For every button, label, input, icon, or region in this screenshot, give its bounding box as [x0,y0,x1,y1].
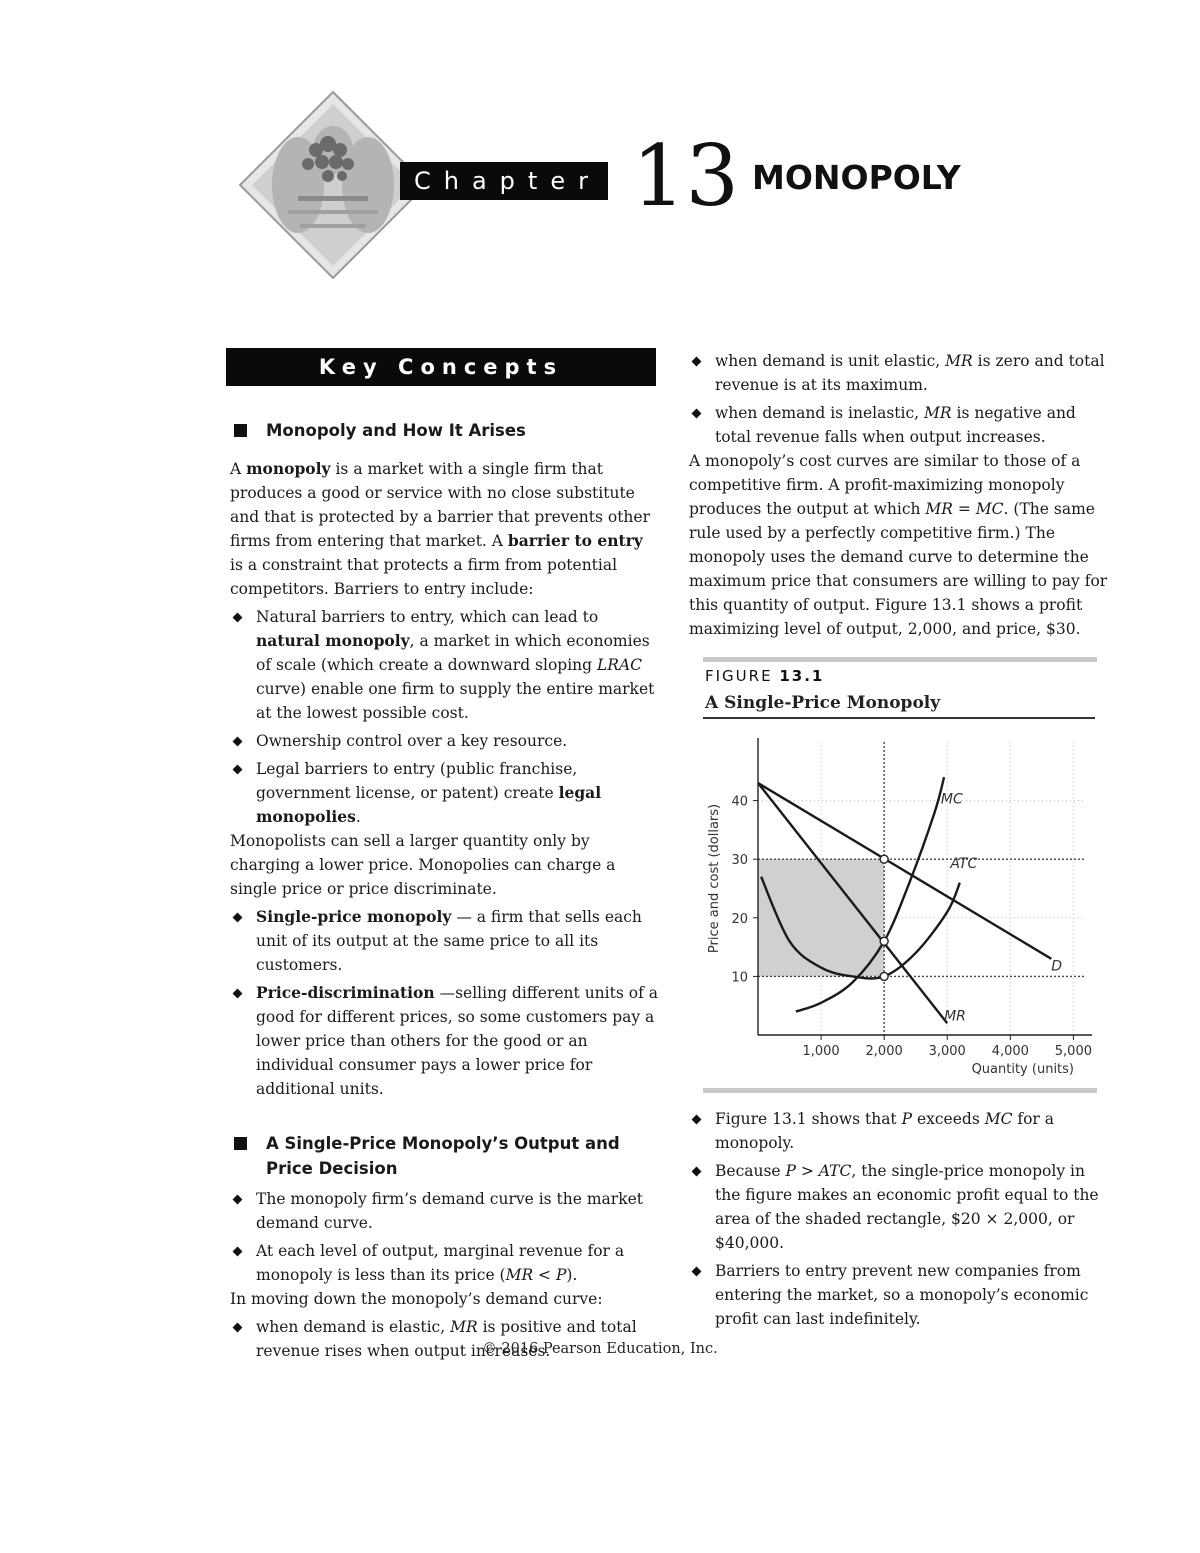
square-bullet-icon [234,424,247,437]
y-tick-label: 40 [731,794,748,810]
x-tick-label: 5,000 [1054,1044,1092,1059]
x-tick-label: 1,000 [802,1044,840,1059]
figure-notes-list [689,1107,1114,1331]
diamond-bullet-icon [233,1323,243,1333]
equilibrium-point [880,972,888,980]
square-bullet-icon [234,1137,247,1150]
curve-label-atc: ATC [950,855,978,872]
left-column [230,418,660,1363]
list-item: Ownership control over a key resource. [230,729,660,753]
diamond-bullet-icon [692,409,702,419]
paragraph-pricing: Monopolists can sell a larger quantity only by charging a lower price. Monopolies can charge a single price or price discriminate. [230,832,616,898]
curve-label-mc: MC [940,791,963,808]
list-item: Legal barriers to entry (public franchise, government license, or patent) create legal monopolies. [230,757,660,829]
list-item: Because P > ATC, the single-price monopoly in the figure makes an economic profit equal to the area of the shaded rectangle, $20 × 2,000, or $40,000. [689,1159,1114,1255]
list-item: Natural barriers to entry, which can lead to natural monopoly, a market in which economies of scale (which create a downward sloping LRAC curve) enable one firm to supply the entire market at the lowest possible cost. [230,605,660,725]
list-item: Price-discrimination —selling different units of a good for different prices, so some customers pay a lower price than others for the good or an individual consumer pays a lower price for additional units. [230,981,660,1101]
right-column-bottom [689,1107,1114,1331]
figure-title-rule [703,717,1095,719]
diamond-bullet-icon [692,357,702,367]
figure-title: A Single-Price Monopoly [705,693,941,713]
chapter-label: Chapter [400,162,608,200]
barriers-list [230,605,660,829]
copyright-footer: © 2016 Pearson Education, Inc. [482,1341,718,1357]
list-item: when demand is elastic, MR is positive and total revenue rises when output increases. [230,1315,660,1363]
elasticity-list-continued [689,349,1114,449]
figure-bottom-rule [703,1088,1097,1093]
key-concepts-banner: Key Concepts [226,348,656,386]
list-item: Single-price monopoly — a firm that sells each unit of its output at the same price to all its customers. [230,905,660,977]
chapter-number: 13 [632,127,739,225]
right-column [689,349,1114,641]
paragraph-monopoly-definition: A monopoly is a market with a single firm that produces a good or service with no close substitute and that is protected by a barrier that prevents other firms from entering that market. A barrier to entry is a constraint that protects a firm from potential competitors. Barriers to entry include: [230,459,650,598]
x-tick-label: 4,000 [991,1044,1029,1059]
section-heading-monopoly: Monopoly and How It Arises [230,418,660,443]
list-item: The monopoly firm’s demand curve is the market demand curve. [230,1187,660,1235]
diamond-bullet-icon [233,613,243,623]
curve-label-d: D [1051,958,1063,975]
diamond-bullet-icon [233,765,243,775]
x-tick-label: 3,000 [928,1044,966,1059]
x-axis-label: Quantity (units) [971,1062,1074,1077]
diamond-bullet-icon [233,1195,243,1205]
list-item: Barriers to entry prevent new companies from entering the market, so a monopoly’s economic profit can last indefinitely. [689,1259,1114,1331]
curve-label-mr: MR [944,1008,966,1025]
y-tick-label: 20 [731,911,748,927]
list-item: Figure 13.1 shows that P exceeds MC for a monopoly. [689,1107,1114,1155]
diamond-bullet-icon [233,989,243,999]
list-item: when demand is inelastic, MR is negative and total revenue falls when output increases. [689,401,1114,449]
monopoly-chart [700,730,1100,1085]
equilibrium-point [880,937,888,945]
paragraph-cost-curves: A monopoly’s cost curves are similar to those of a competitive firm. A profit-maximizing monopoly produces the output at which MR = MC. (The same rule used by a perfectly competitive firm.) The monopoly uses the demand curve to determine the maximum price that consumers are willing to pay for this quantity of output. Figure 13.1 shows a profit maximizing level of output, 2,000, and price, $30. [689,452,1108,638]
y-axis-label: Price and cost (dollars) [707,803,722,954]
x-tick-label: 2,000 [865,1044,903,1059]
figure-label: FIGURE 13.1 [705,667,825,685]
diamond-bullet-icon [233,1247,243,1257]
pricing-list [230,905,660,1101]
paragraph-demand-curve: In moving down the monopoly’s demand curve: [230,1290,603,1308]
diamond-bullet-icon [233,913,243,923]
diamond-bullet-icon [692,1267,702,1277]
diamond-bullet-icon [692,1167,702,1177]
list-item: when demand is unit elastic, MR is zero and total revenue is at its maximum. [689,349,1114,397]
diamond-bullet-icon [233,737,243,747]
list-item: At each level of output, marginal revenue for a monopoly is less than its price (MR < P). [230,1239,660,1287]
section-heading-output-price: A Single-Price Monopoly’s Output and Price Decision [230,1131,660,1181]
diamond-bullet-icon [692,1115,702,1125]
y-tick-label: 30 [731,853,748,869]
chapter-title: MONOPOLY [752,158,961,197]
demand-list [230,1187,660,1287]
y-tick-label: 10 [731,970,748,986]
equilibrium-point [880,855,888,863]
figure-top-rule [703,657,1097,662]
